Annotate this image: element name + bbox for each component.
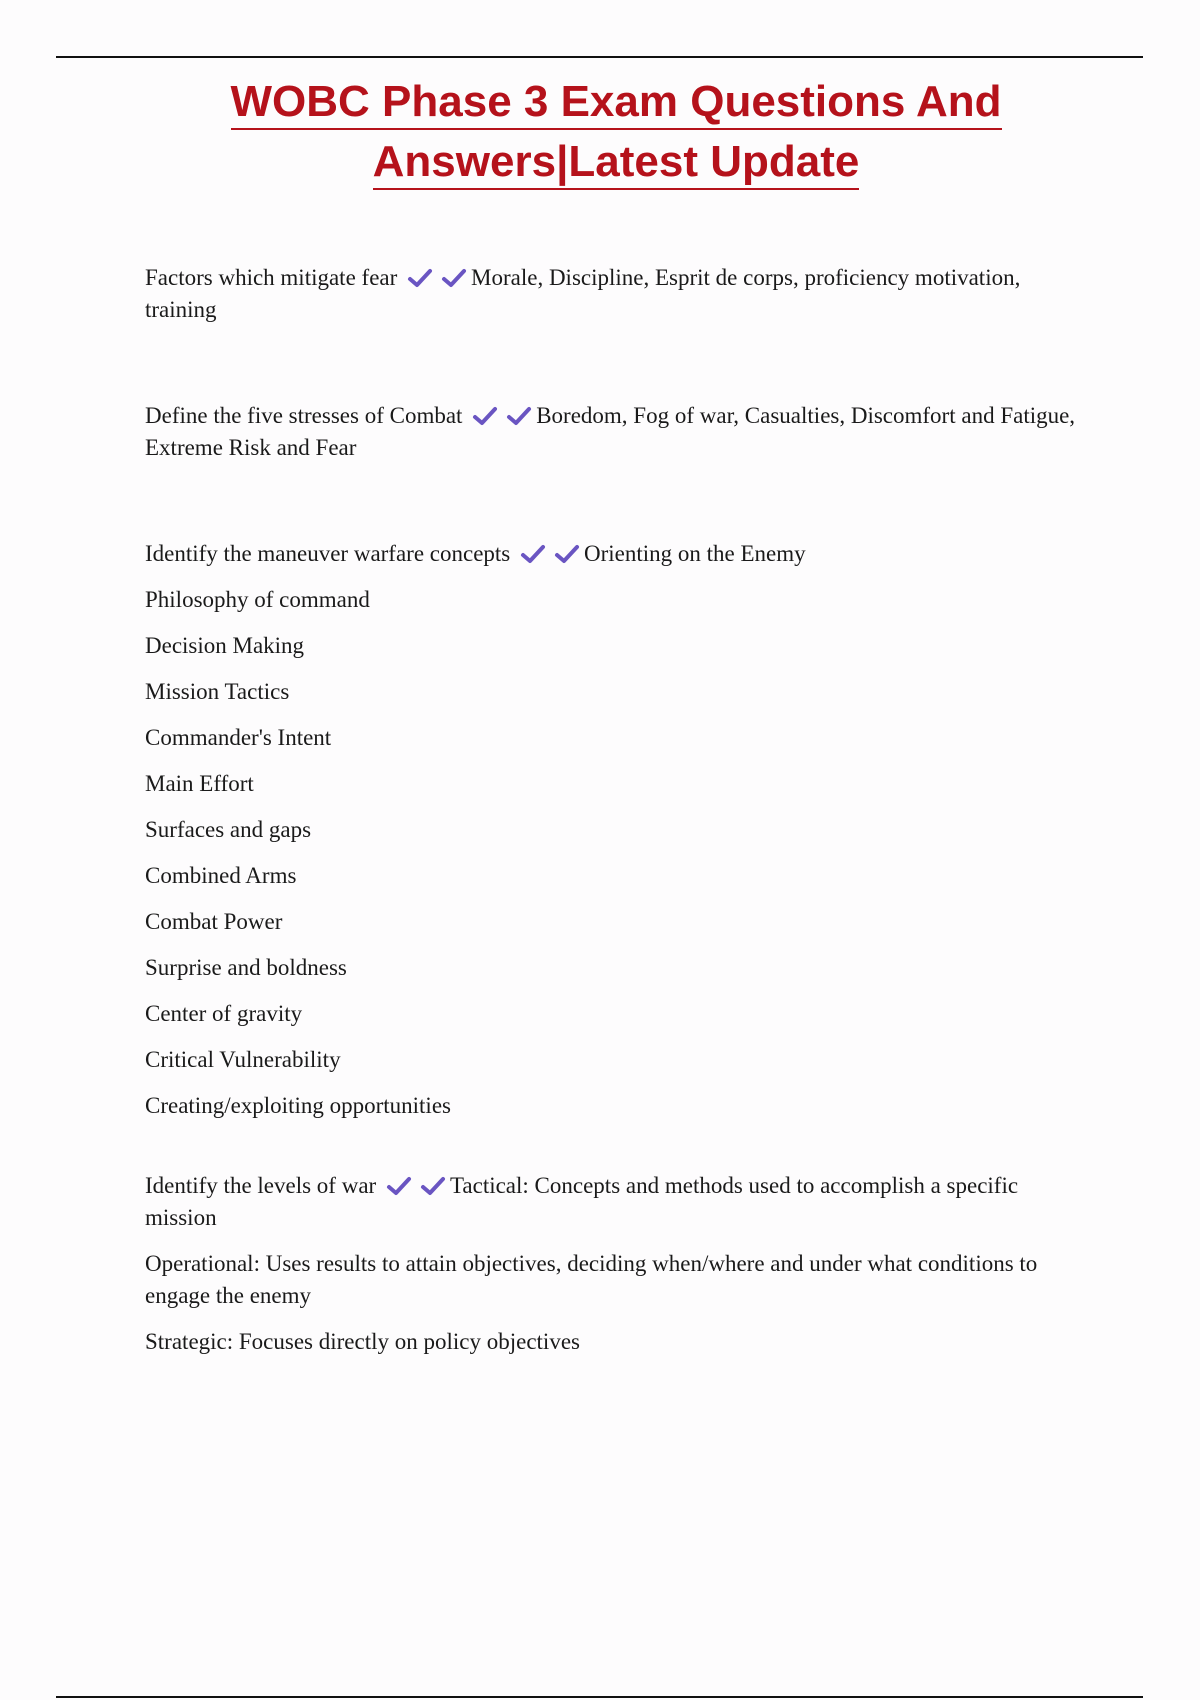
answer-text: Morale, Discipline, Esprit de corps, proficiency motivation, training (145, 265, 1021, 322)
answer-line: Combat Power (145, 909, 283, 934)
answer-line: Operational: Uses results to attain objectives, deciding when/where and under what conditions to engage the enemy (145, 1251, 1038, 1308)
checkmark-icon (472, 406, 498, 426)
answer-line: Center of gravity (145, 1001, 303, 1026)
qa-item (145, 400, 1095, 464)
checkmark-icon (441, 268, 467, 288)
answer-text: Boredom, Fog of war, Casualties, Discomfort and Fatigue, Extreme Risk and Fear (145, 403, 1076, 460)
answer-text: Tactical: Concepts and methods used to accomplish a specific mission (145, 1173, 1019, 1230)
answer-line: Strategic: Focuses directly on policy objectives (145, 1329, 580, 1354)
title-line-1: WOBC Phase 3 Exam Questions And (231, 76, 1002, 130)
question-text: Identify the levels of war (145, 1173, 377, 1198)
answer-line: Decision Making (145, 633, 305, 658)
answer-line: Surprise and boldness (145, 955, 347, 980)
answer-line: Main Effort (145, 771, 254, 796)
qa-question-line (145, 400, 1095, 464)
question-text: Identify the maneuver warfare concepts (145, 541, 511, 566)
qa-item (145, 538, 1095, 1122)
title-line-2: Answers|Latest Update (373, 136, 860, 190)
checkmark-icon (407, 268, 433, 288)
answer-line: Creating/exploiting opportunities (145, 1093, 451, 1118)
qa-question-line (145, 1170, 1095, 1234)
qa-question-line (145, 262, 1095, 326)
answer-line: Critical Vulnerability (145, 1047, 341, 1072)
question-text: Define the five stresses of Combat (145, 403, 463, 428)
qa-question-line (145, 538, 1095, 570)
page-title (0, 72, 1200, 192)
checkmark-icon (520, 544, 546, 564)
qa-item (145, 1170, 1095, 1358)
checkmark-icon (506, 406, 532, 426)
answer-line: Philosophy of command (145, 587, 370, 612)
qa-item (145, 262, 1095, 326)
answer-line: Combined Arms (145, 863, 297, 888)
answer-line: Surfaces and gaps (145, 817, 312, 842)
checkmark-icon (554, 544, 580, 564)
question-text: Factors which mitigate fear (145, 265, 398, 290)
answer-text: Orienting on the Enemy (584, 541, 806, 566)
checkmark-icon (420, 1176, 446, 1196)
checkmark-icon (386, 1176, 412, 1196)
answer-line: Mission Tactics (145, 679, 290, 704)
bottom-rule (56, 1696, 1143, 1698)
qa-list (145, 262, 1095, 1372)
answer-line: Commander's Intent (145, 725, 332, 750)
top-rule (56, 56, 1143, 58)
